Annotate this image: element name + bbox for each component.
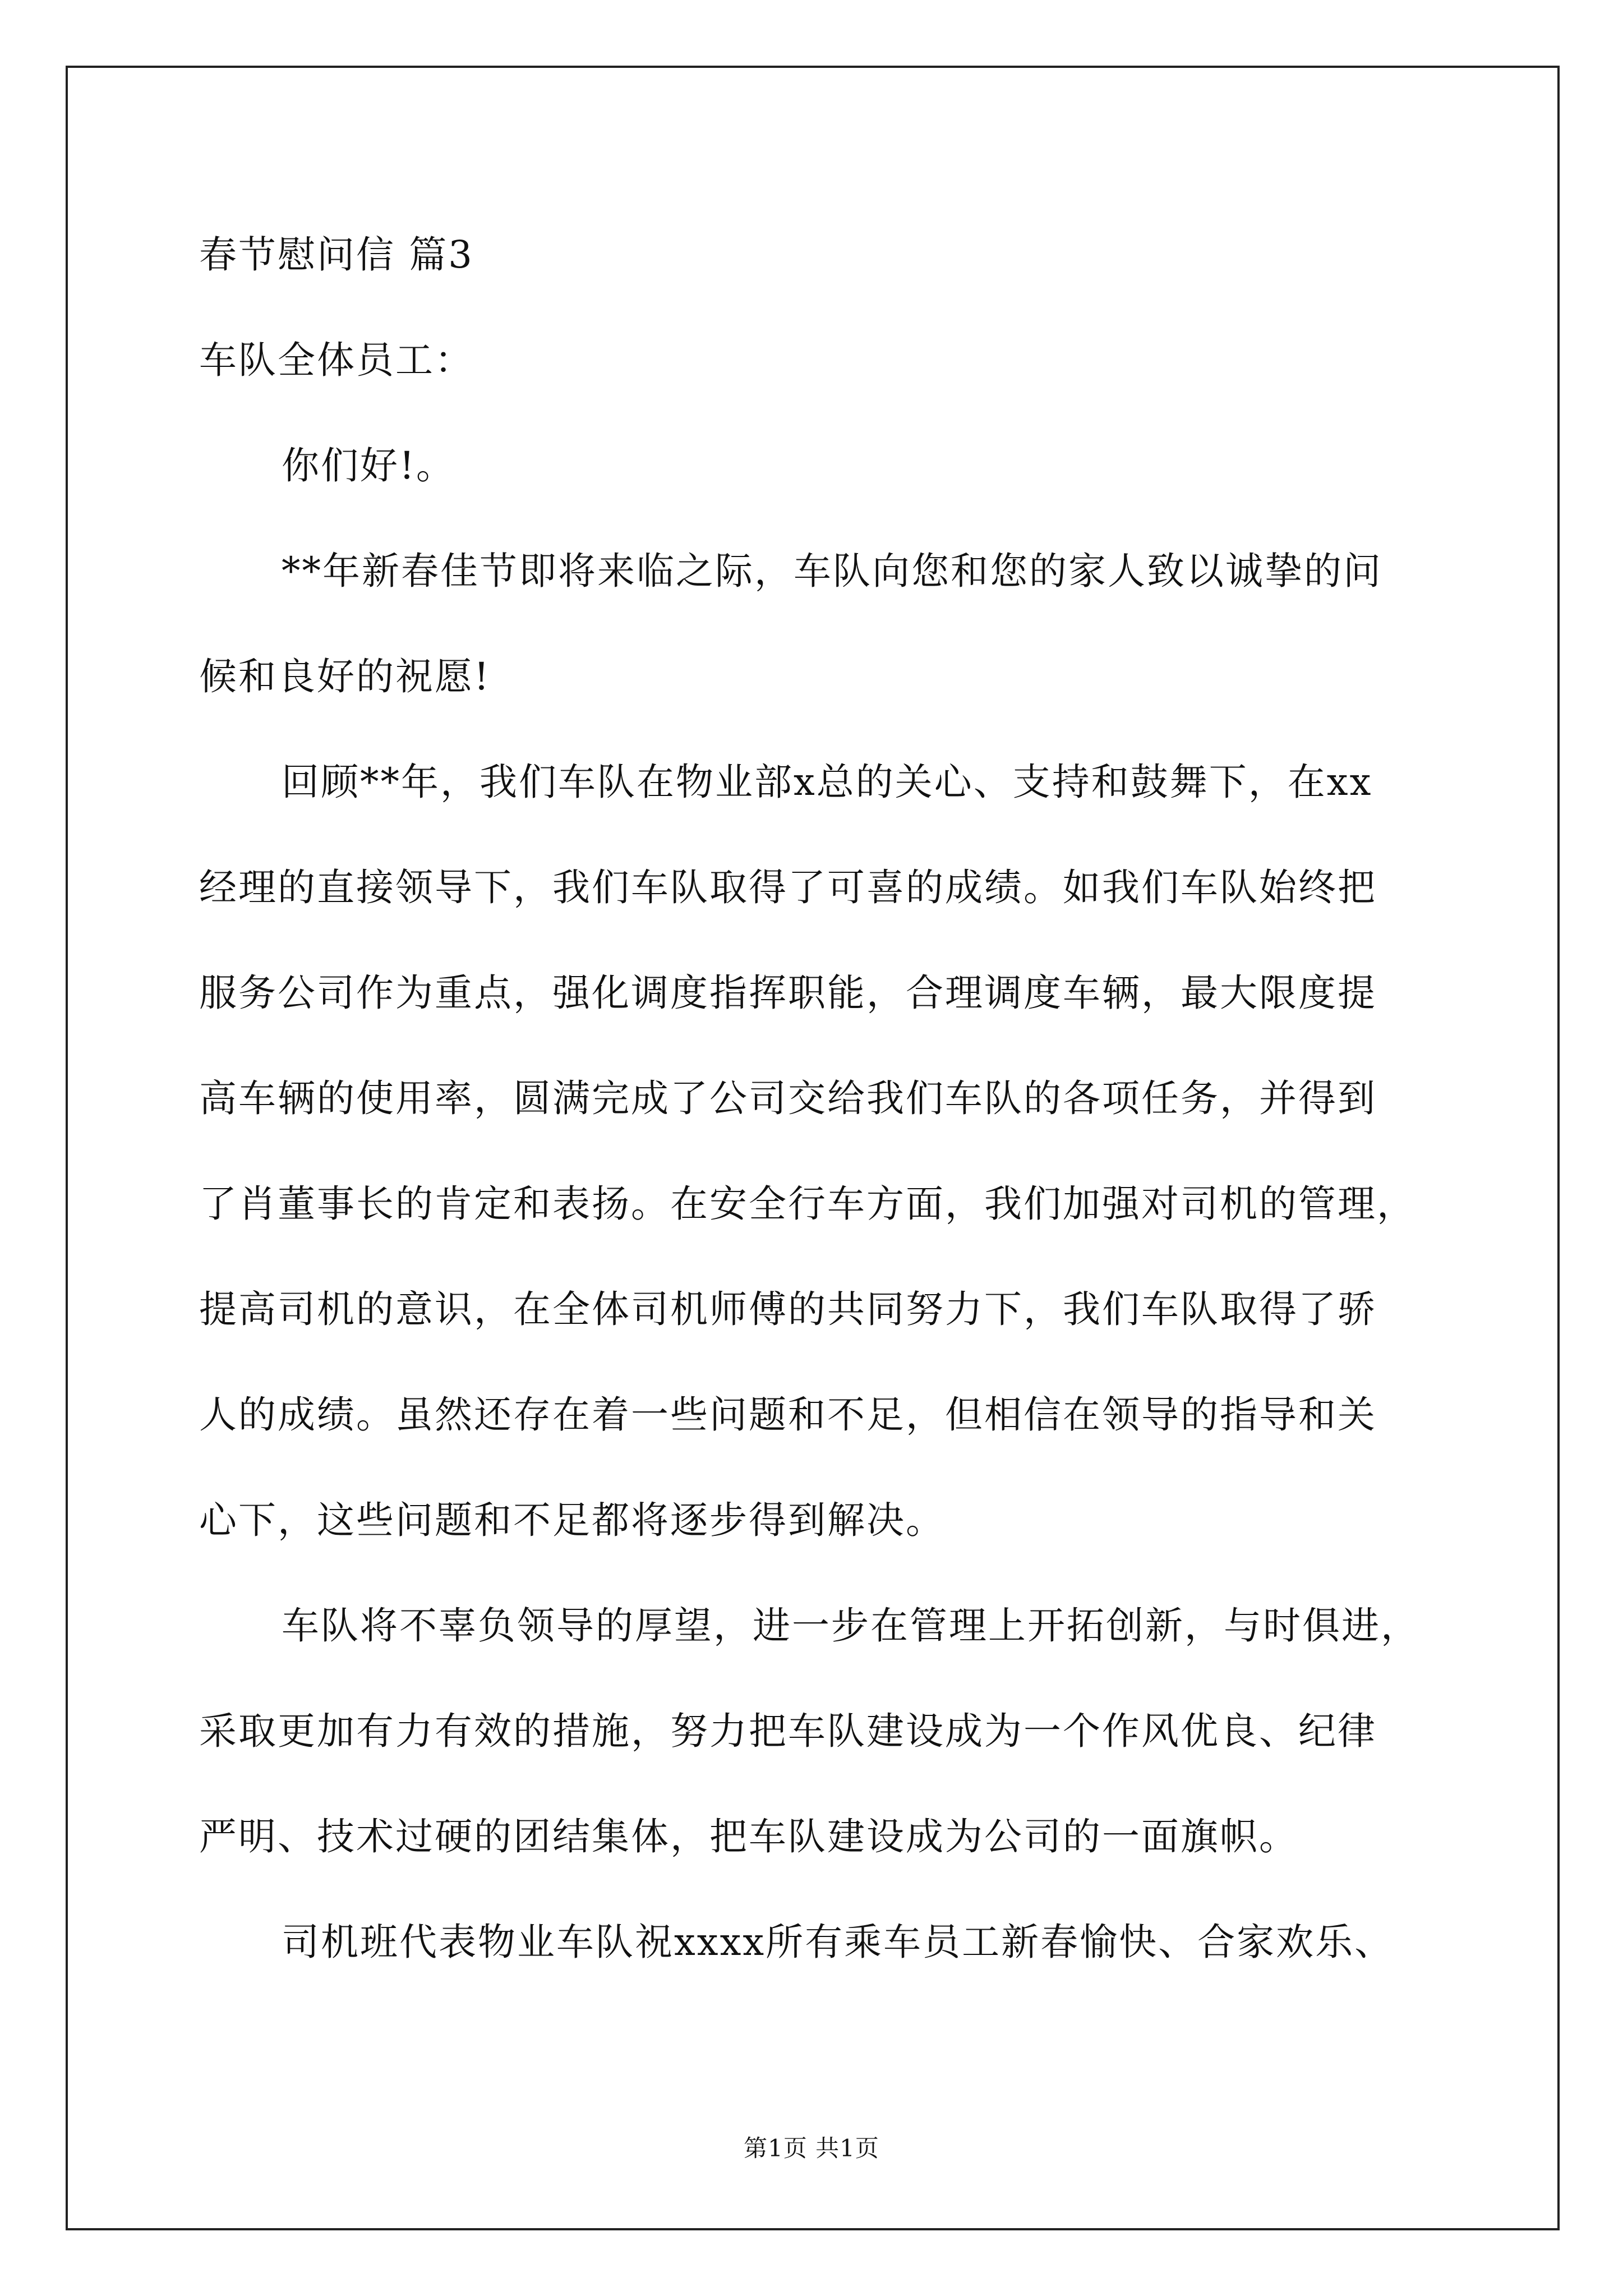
document-body <box>199 202 1441 1995</box>
paragraph <box>199 518 1441 729</box>
paragraph-line: 回顾**年，我们车队在物业部x总的关心、支持和鼓舞下，在xx <box>282 760 1373 804</box>
paragraph-line: 经理的直接领导下，我们车队取得了可喜的成绩。如我们车队始终把 <box>199 866 1377 909</box>
paragraph-line: 候和良好的祝愿! <box>199 655 491 698</box>
paragraph-line: 车队将不辜负领导的厚望，进一步在管理上开拓创新，与时俱进， <box>282 1604 1420 1648</box>
salutation: 车队全体员工： <box>199 338 474 382</box>
paragraph-line: 提高司机的意识，在全体司机师傅的共同努力下，我们车队取得了骄 <box>199 1287 1377 1331</box>
paragraph-line: 高车辆的使用率，圆满完成了公司交给我们车队的各项任务，并得到 <box>199 1076 1377 1120</box>
paragraph-line: 了肖董事长的肯定和表扬。在安全行车方面，我们加强对司机的管理， <box>199 1182 1416 1226</box>
paragraph-line: **年新春佳节即将来临之际，车队向您和您的家人致以诚挚的问 <box>282 549 1382 593</box>
paragraph <box>199 1573 1441 1889</box>
greeting: 你们好!。 <box>282 444 455 487</box>
page-footer: 第1页 共1页 <box>744 2134 879 2162</box>
paragraph-line: 人的成绩。虽然还存在着一些问题和不足，但相信在领导的指导和关 <box>199 1393 1377 1437</box>
paragraph-line: 心下，这些问题和不足都将逐步得到解决。 <box>199 1498 945 1542</box>
paragraph-line: 服务公司作为重点，强化调度指挥职能，合理调度车辆，最大限度提 <box>199 971 1377 1015</box>
paragraph <box>199 729 1441 1573</box>
document-title: 春节慰问信 篇3 <box>199 233 474 277</box>
paragraph-line: 司机班代表物业车队祝xxxx所有乘车员工新春愉快、合家欢乐、 <box>282 1920 1394 1964</box>
paragraph <box>199 1889 1441 1995</box>
paragraph-line: 严明、技术过硬的团结集体，把车队建设成为公司的一面旗帜。 <box>199 1815 1298 1858</box>
paragraph-line: 采取更加有力有效的措施，努力把车队建设成为一个作风优良、纪律 <box>199 1709 1377 1753</box>
